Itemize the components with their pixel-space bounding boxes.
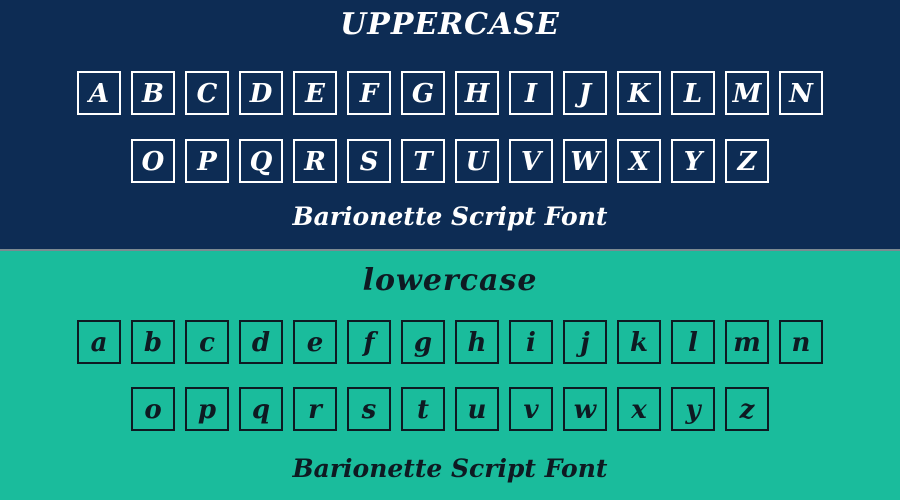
letter-box-b	[131, 320, 175, 364]
letter-box-F	[347, 71, 391, 115]
letter-glyph: O	[141, 147, 165, 177]
letter-glyph: w	[573, 395, 597, 425]
letter-box-s	[347, 387, 391, 431]
uppercase-panel	[0, 0, 900, 249]
letter-box-k	[617, 320, 661, 364]
letter-box-u	[455, 387, 499, 431]
letter-glyph: g	[413, 328, 433, 358]
letter-glyph: W	[570, 147, 600, 177]
letter-glyph: I	[524, 79, 538, 109]
letter-glyph: i	[526, 328, 536, 358]
letter-box-p	[185, 387, 229, 431]
letter-box-G	[401, 71, 445, 115]
letter-glyph: n	[791, 328, 811, 358]
letter-glyph: x	[631, 395, 647, 425]
lowercase-letter-row-2	[131, 387, 769, 431]
letter-glyph: L	[683, 79, 703, 109]
letter-box-t	[401, 387, 445, 431]
letter-glyph: R	[304, 147, 326, 177]
letter-box-l	[671, 320, 715, 364]
letter-box-L	[671, 71, 715, 115]
letter-glyph: U	[465, 147, 489, 177]
letter-glyph: X	[628, 147, 650, 177]
letter-box-J	[563, 71, 607, 115]
letter-box-T	[401, 139, 445, 183]
letter-glyph: p	[197, 395, 217, 425]
letter-glyph: V	[520, 147, 542, 177]
letter-box-j	[563, 320, 607, 364]
letter-box-d	[239, 320, 283, 364]
letter-box-C	[185, 71, 229, 115]
letter-box-f	[347, 320, 391, 364]
letter-glyph: m	[733, 328, 761, 358]
letter-glyph: N	[789, 79, 813, 109]
letter-glyph: Z	[737, 147, 757, 177]
letter-box-H	[455, 71, 499, 115]
letter-glyph: Q	[249, 147, 273, 177]
letter-box-i	[509, 320, 553, 364]
uppercase-letter-row-1	[77, 71, 823, 115]
letter-glyph: e	[306, 328, 324, 358]
uppercase-title: UPPERCASE	[340, 7, 560, 42]
letter-glyph: h	[467, 328, 487, 358]
letter-box-z	[725, 387, 769, 431]
letter-glyph: Y	[683, 147, 703, 177]
letter-glyph: K	[627, 79, 651, 109]
letter-box-w	[563, 387, 607, 431]
letter-box-D	[239, 71, 283, 115]
letter-box-v	[509, 387, 553, 431]
letter-box-A	[77, 71, 121, 115]
letter-glyph: a	[90, 328, 108, 358]
letter-box-q	[239, 387, 283, 431]
letter-box-O	[131, 139, 175, 183]
letter-box-K	[617, 71, 661, 115]
letter-box-Q	[239, 139, 283, 183]
letter-glyph: B	[142, 79, 164, 109]
letter-box-I	[509, 71, 553, 115]
letter-glyph: o	[144, 395, 162, 425]
letter-box-Y	[671, 139, 715, 183]
letter-box-E	[293, 71, 337, 115]
letter-box-y	[671, 387, 715, 431]
letter-glyph: M	[732, 79, 762, 109]
letter-glyph: l	[688, 328, 698, 358]
letter-glyph: f	[363, 328, 375, 358]
letter-glyph: G	[411, 79, 435, 109]
letter-glyph: H	[464, 79, 490, 109]
letter-glyph: J	[578, 79, 592, 109]
letter-glyph: v	[523, 395, 539, 425]
letter-glyph: u	[467, 395, 487, 425]
letter-glyph: b	[143, 328, 163, 358]
letter-box-e	[293, 320, 337, 364]
letter-glyph: C	[196, 79, 218, 109]
letter-glyph: k	[629, 328, 648, 358]
letter-box-X	[617, 139, 661, 183]
letter-box-B	[131, 71, 175, 115]
letter-glyph: z	[739, 395, 755, 425]
lowercase-title: lowercase	[362, 263, 538, 298]
letter-box-N	[779, 71, 823, 115]
letter-glyph: c	[199, 328, 215, 358]
letter-glyph: y	[685, 395, 701, 425]
letter-box-U	[455, 139, 499, 183]
letter-glyph: E	[305, 79, 325, 109]
lowercase-font-name-label: Barionette Script Font	[292, 454, 608, 483]
letter-box-S	[347, 139, 391, 183]
letter-glyph: P	[197, 147, 217, 177]
letter-glyph: r	[308, 395, 322, 425]
letter-glyph: A	[88, 79, 110, 109]
letter-box-r	[293, 387, 337, 431]
letter-glyph: D	[249, 79, 273, 109]
letter-glyph: S	[359, 147, 379, 177]
letter-box-V	[509, 139, 553, 183]
letter-box-a	[77, 320, 121, 364]
letter-box-n	[779, 320, 823, 364]
letter-box-g	[401, 320, 445, 364]
letter-box-m	[725, 320, 769, 364]
letter-box-M	[725, 71, 769, 115]
letter-box-R	[293, 139, 337, 183]
letter-glyph: j	[580, 328, 590, 358]
letter-box-c	[185, 320, 229, 364]
letter-box-h	[455, 320, 499, 364]
letter-box-P	[185, 139, 229, 183]
uppercase-font-name-label: Barionette Script Font	[292, 202, 608, 231]
letter-box-x	[617, 387, 661, 431]
letter-box-o	[131, 387, 175, 431]
lowercase-letter-row-1	[77, 320, 823, 364]
letter-glyph: s	[361, 395, 377, 425]
letter-box-Z	[725, 139, 769, 183]
lowercase-panel	[0, 251, 900, 500]
letter-box-W	[563, 139, 607, 183]
letter-glyph: q	[251, 395, 271, 425]
letter-glyph: t	[416, 395, 429, 425]
letter-glyph: d	[251, 328, 271, 358]
uppercase-letter-row-2	[131, 139, 769, 183]
letter-glyph: T	[413, 147, 433, 177]
letter-glyph: F	[359, 79, 379, 109]
